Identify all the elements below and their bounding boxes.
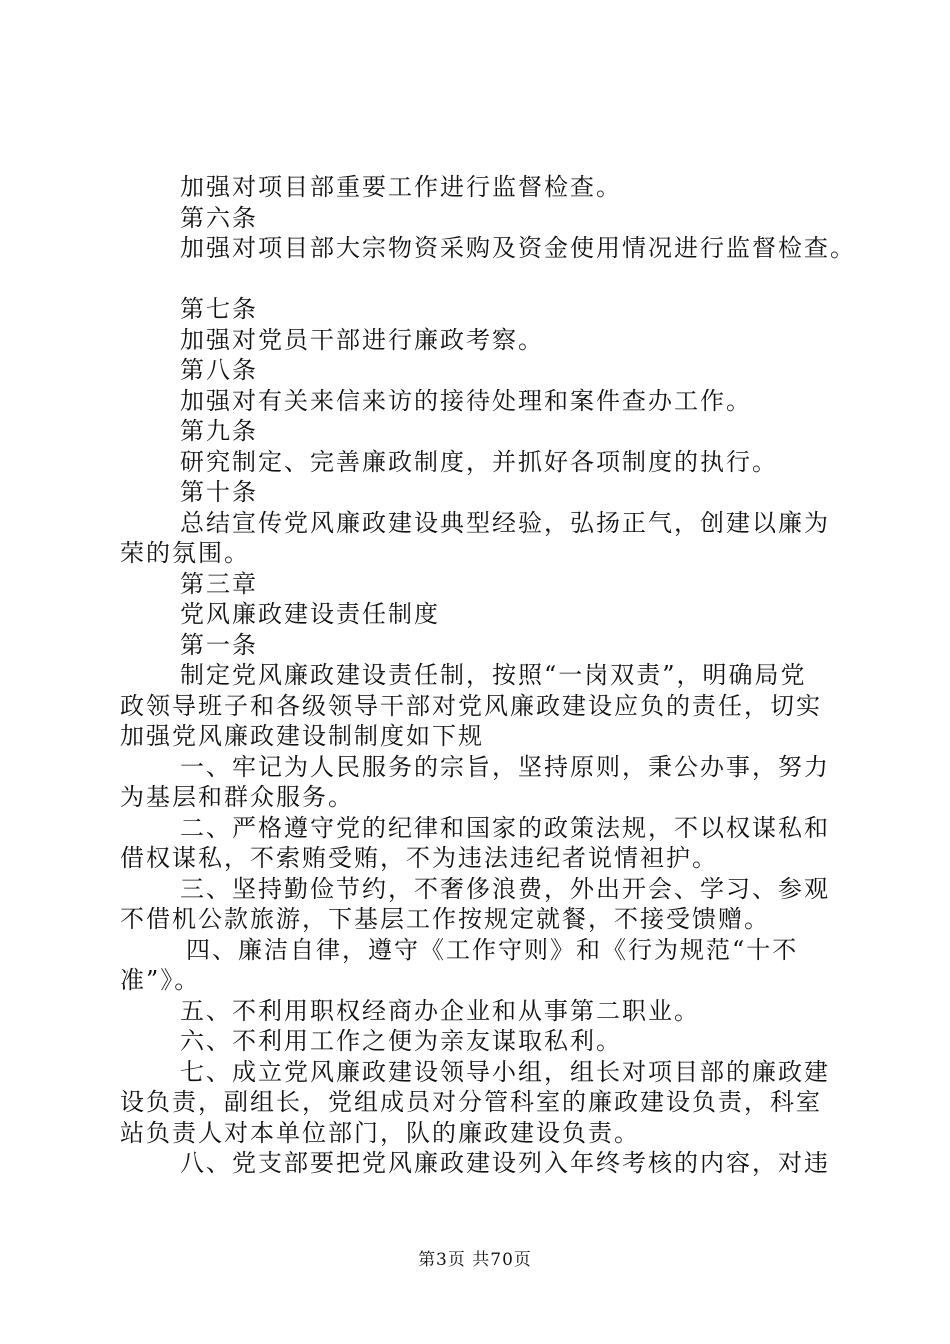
text-line: 加强对党员干部进行廉政考察。 (180, 325, 544, 354)
page-footer: 第3页 共70页 (418, 1250, 532, 1270)
text-line: 总结宣传党风廉政建设典型经验，弘扬正气，创建以廉为 (180, 508, 830, 537)
text-line: 借权谋私，不索贿受贿，不为违法违纪者说情袒护。 (120, 844, 718, 872)
text-line: 第一条 (180, 630, 258, 659)
text-line: 准”》。 (120, 966, 201, 994)
text-line: 加强对项目部重要工作进行监督检查。 (180, 173, 622, 201)
text-line: 八、党支部要把党风廉政建设列入年终考核的内容，对违 (180, 1149, 830, 1177)
text-line: 第十条 (180, 478, 258, 506)
text-line: 第六条 (180, 203, 258, 232)
text-line: 党风廉政建设责任制度 (180, 600, 440, 628)
blank-line (120, 264, 840, 295)
text-line: 制定党风廉政建设责任制，按照“一岗双责”，明确局党 (180, 661, 807, 689)
text-line: 不借机公款旅游，下基层工作按规定就餐，不接受馈赠。 (120, 905, 770, 933)
text-line: 第八条 (180, 356, 258, 384)
text-line: 二、严格遵守党的纪律和国家的政策法规，不以权谋私和 (180, 813, 830, 842)
document-body (120, 172, 856, 1179)
text-line: 站负责人对本单位部门，队的廉政建设负责。 (120, 1118, 640, 1147)
text-line: 加强对有关来信来访的接待处理和案件查办工作。 (180, 386, 752, 415)
text-line: 研究制定、完善廉政制度，并抓好各项制度的执行。 (180, 447, 778, 476)
text-line: 加强党风廉政建设制制度如下规 (120, 722, 484, 750)
text-line: 一、牢记为人民服务的宗旨，坚持原则，秉公办事，努力 (180, 752, 830, 781)
text-line: 为基层和群众服务。 (120, 783, 354, 811)
text-line: 五、不利用职权经商办企业和从事第二职业。 (180, 996, 700, 1025)
text-line: 七、成立党风廉政建设领导小组，组长对项目部的廉政建 (180, 1057, 830, 1086)
text-line: 设负责，副组长，党组成员对分管科室的廉政建设负责，科室 (120, 1088, 822, 1116)
text-line: 六、不利用工作之便为亲友谋取私利。 (180, 1027, 622, 1055)
text-line: 第九条 (180, 417, 258, 445)
text-line: 第七条 (180, 295, 258, 323)
text-line: 加强对项目部大宗物资采购及资金使用情况进行监督检查。 (180, 234, 856, 262)
text-line: 荣的氛围。 (120, 539, 250, 567)
text-line: 四、廉洁自律，遵守《工作守则》和《行为规范“十不 (186, 935, 799, 964)
text-line: 政领导班子和各级领导干部对党风廉政建设应负的责任，切实 (120, 691, 822, 720)
text-line: 第三章 (180, 569, 258, 598)
text-line: 三、坚持勤俭节约，不奢侈浪费，外出开会、学习、参观 (180, 874, 830, 903)
